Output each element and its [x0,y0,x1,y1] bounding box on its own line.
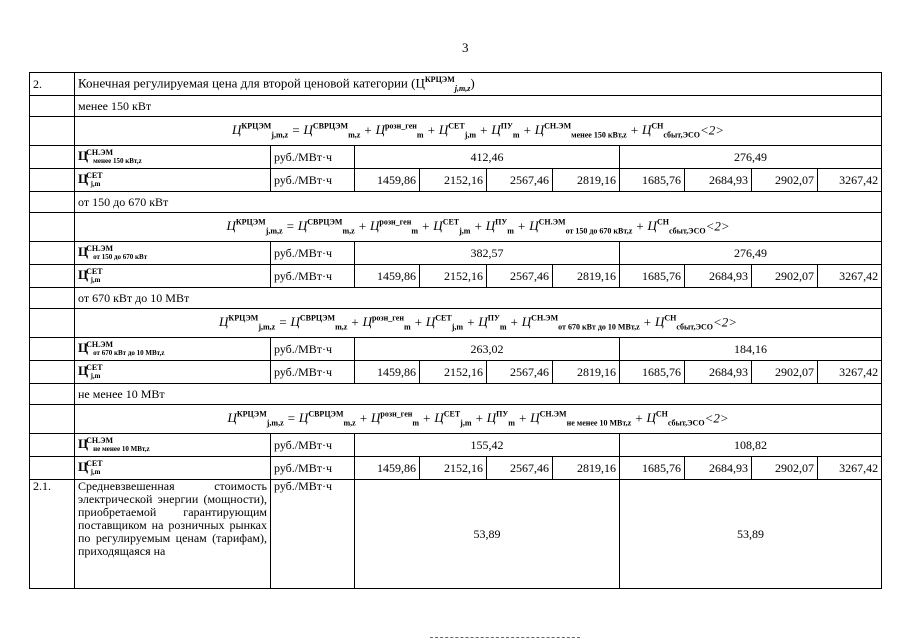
sn-em-value-a: 155,42 [355,434,620,457]
sn-em-row [30,242,882,265]
unit-cell: руб./МВт·ч [271,434,355,457]
unit-cell: руб./МВт·ч [271,265,355,288]
set-row [30,457,882,480]
formula-row [30,405,882,434]
set-value: 2902,07 [752,361,818,384]
formula-term: $Ц^{СЕТ}_{j,m}$ [433,218,471,236]
set-value: 2819,16 [553,169,620,192]
formula-term: $Ц^{КРЦЭМ}_{j,m,z}$ [227,410,284,428]
row-2-1 [30,480,882,589]
set-value: 1459,86 [355,265,420,288]
formula-term: $Ц^{СВРЦЭМ}_{m,z}$ [303,122,361,140]
set-label: ЦСЕТj,m [75,169,271,192]
set-value: 1685,76 [620,265,685,288]
sn-em-row [30,434,882,457]
section-title-sub: j,m,z [454,83,471,93]
formula-term: $Ц^{СН}_{сбыт,ЭСО}$ [641,122,701,140]
unit-cell: руб./МВт·ч [271,169,355,192]
blank-cell [30,457,75,480]
sn-em-value-b: 184,16 [620,338,882,361]
formula-term: $Ц^{розн\_ген}_m$ [371,410,420,428]
formula-term: $Ц^{ПУ}_m$ [485,218,514,236]
set-value: 3267,42 [818,457,882,480]
formula-term: $Ц^{СН.ЭМ}_{от 670 кВт до 10 МВт,z}$ [521,314,640,332]
set-value: 2684,93 [685,457,752,480]
blank-cell [30,405,75,434]
set-value: 3267,42 [818,169,882,192]
block-label-row [30,192,882,213]
blank-cell [30,169,75,192]
set-label: ЦСЕТj,m [75,265,271,288]
blank-cell [30,384,75,405]
set-value: 2567,46 [487,457,553,480]
set-row [30,361,882,384]
block-label-row [30,96,882,117]
formula-term: $Ц^{розн\_ген}_m$ [362,314,411,332]
blank-cell [30,309,75,338]
blank-cell [30,146,75,169]
formula-term: $Ц^{ПУ}_m$ [486,410,515,428]
set-value: 2567,46 [487,169,553,192]
formula-term: $Ц^{СН.ЭМ}_{менее 150 кВт,z}$ [534,122,627,140]
set-value: 1459,86 [355,361,420,384]
unit-cell: руб./МВт·ч [271,361,355,384]
set-value: 2684,93 [685,265,752,288]
unit-cell: руб./МВт·ч [271,242,355,265]
sn-em-value-b: 108,82 [620,434,882,457]
formula-term: $Ц^{СВРЦЭМ}_{m,z}$ [298,410,356,428]
section-row [30,73,882,96]
set-value: 2684,93 [685,361,752,384]
set-value: 1685,76 [620,169,685,192]
formula-term: $Ц^{ПУ}_m$ [491,122,520,140]
page-number: 3 [462,40,469,55]
unit-cell: руб./МВт·ч [271,146,355,169]
formula-cell: $Ц^{КРЦЭМ}_{j,m,z} = Ц^{СВРЦЭМ}_{m,z} + Ц^{розн\_ген}_m + Ц^{СЕТ}_{j,m} + Ц^{ПУ}_m + Ц^{СН.ЭМ}_{не менее 10 МВт,z} + Ц^{СН}_{сбыт,ЭСО}<2>$ [75,405,882,434]
row-number: 2.1. [30,480,75,589]
blank-cell [30,265,75,288]
blank-cell [30,361,75,384]
set-value: 2152,16 [420,457,487,480]
unit-cell: руб./МВт·ч [271,338,355,361]
block-label: менее 150 кВт [75,96,882,117]
sn-em-value-b: 276,49 [620,242,882,265]
set-value: 1685,76 [620,457,685,480]
set-row [30,265,882,288]
formula-term: $Ц^{КРЦЭМ}_{j,m,z}$ [232,122,289,140]
unit-cell: руб./МВт·ч [271,480,355,589]
blank-cell [30,242,75,265]
formula-term: $Ц^{СЕТ}_{j,m}$ [425,314,464,332]
blank-cell [30,288,75,309]
formula-term: $Ц^{СЕТ}_{j,m}$ [438,122,477,140]
formula-term: $Ц^{ПУ}_m$ [478,314,507,332]
page-edge-divider [430,637,580,638]
set-value: 2684,93 [685,169,752,192]
tariff-table [29,72,882,589]
block-label: от 670 кВт до 10 МВт [75,288,882,309]
section-title-sup: КРЦЭМ [424,75,455,85]
set-value: 3267,42 [818,265,882,288]
blank-cell [30,96,75,117]
formula-term: $Ц^{СЕТ}_{j,m}$ [434,410,472,428]
set-value: 2152,16 [420,361,487,384]
formula-row [30,213,882,242]
formula-term: $Ц^{СН.ЭМ}_{не менее 10 МВт,z}$ [530,410,632,428]
sn-em-label: ЦСН.ЭМот 670 кВт до 10 МВт,z [75,338,271,361]
formula-term: $Ц^{розн\_ген}_m$ [375,122,424,140]
sn-em-label: ЦСН.ЭМменее 150 кВт,z [75,146,271,169]
sn-em-label: ЦСН.ЭМне менее 10 МВт,z [75,434,271,457]
set-value: 1685,76 [620,361,685,384]
set-label: ЦСЕТj,m [75,457,271,480]
set-value: 2819,16 [553,361,620,384]
formula-term: $Ц^{СВРЦЭМ}_{m,z}$ [290,314,348,332]
blank-cell [30,192,75,213]
sn-em-row [30,146,882,169]
section-title: Конечная регулируемая цена для второй ценовой категории $(Ц^{КРЦЭМ}_{j,m,z})$ [75,73,882,96]
set-value: 2819,16 [553,457,620,480]
set-value: 2902,07 [752,169,818,192]
set-value: 2152,16 [420,265,487,288]
formula-term: $Ц^{розн\_ген}_m$ [369,218,419,236]
formula-term: $Ц^{КРЦЭМ}_{j,m,z}$ [219,314,276,332]
block-label: не менее 10 МВт [75,384,882,405]
sn-em-label: ЦСН.ЭМот 150 до 670 кВт [75,242,271,265]
formula-cell: $Ц^{КРЦЭМ}_{j,m,z} = Ц^{СВРЦЭМ}_{m,z} + Ц^{розн\_ген}_m + Ц^{СЕТ}_{j,m} + Ц^{ПУ}_m + Ц^{СН.ЭМ}_{от 150 до 670 кВт,z} + Ц^{СН}_{сбыт,ЭСО}<2>$ [75,213,882,242]
set-value: 2567,46 [487,361,553,384]
set-value: 1459,86 [355,457,420,480]
set-value: 1459,86 [355,169,420,192]
sn-em-value-a: 382,57 [355,242,620,265]
formula-term: $Ц^{КРЦЭМ}_{j,m,z}$ [226,218,283,236]
formula-term: $Ц^{СВРЦЭМ}_{m,z}$ [297,218,355,236]
formula-cell: $Ц^{КРЦЭМ}_{j,m,z} = Ц^{СВРЦЭМ}_{m,z} + Ц^{розн\_ген}_m + Ц^{СЕТ}_{j,m} + Ц^{ПУ}_m + Ц^{СН.ЭМ}_{менее 150 кВт,z} + Ц^{СН}_{сбыт,ЭСО}<2>$ [75,117,882,146]
blank-cell [30,213,75,242]
block-label-row [30,288,882,309]
unit-cell: руб./МВт·ч [271,457,355,480]
section-number: 2. [30,73,75,96]
set-value: 2567,46 [487,265,553,288]
formula-row [30,117,882,146]
sn-em-value-a: 263,02 [355,338,620,361]
blank-cell [30,117,75,146]
sn-em-value-b: 276,49 [620,146,882,169]
block-label-row [30,384,882,405]
set-label: ЦСЕТj,m [75,361,271,384]
formula-cell: $Ц^{КРЦЭМ}_{j,m,z} = Ц^{СВРЦЭМ}_{m,z} + Ц^{розн\_ген}_m + Ц^{СЕТ}_{j,m} + Ц^{ПУ}_m + Ц^{СН.ЭМ}_{от 670 кВт до 10 МВт,z} + Ц^{СН}_{сбыт,ЭСО}<2>$ [75,309,882,338]
row-2-1-value-b: 53,89 [620,480,882,589]
set-value: 2819,16 [553,265,620,288]
row-2-1-text: Средневзвешенная стоимость электрической энергии (мощности), приобретаемой гарантирующим поставщиком на розничных рынках по регулируемым ценам (тарифам), приходящаяся на [75,480,271,589]
set-value: 2152,16 [420,169,487,192]
formula-term: $Ц^{СН}_{сбыт,ЭСО}$ [654,314,713,332]
blank-cell [30,338,75,361]
sn-em-row [30,338,882,361]
set-value: 3267,42 [818,361,882,384]
set-value: 2902,07 [752,265,818,288]
set-row [30,169,882,192]
block-label: от 150 до 670 кВт [75,192,882,213]
formula-term: $Ц^{СН}_{сбыт,ЭСО}$ [646,410,705,428]
blank-cell [30,434,75,457]
row-2-1-value-a: 53,89 [355,480,620,589]
sn-em-value-a: 412,46 [355,146,620,169]
formula-term: $Ц^{СН.ЭМ}_{от 150 до 670 кВт,z}$ [529,218,633,236]
formula-row [30,309,882,338]
set-value: 2902,07 [752,457,818,480]
formula-term: $Ц^{СН}_{сбыт,ЭСО}$ [647,218,706,236]
